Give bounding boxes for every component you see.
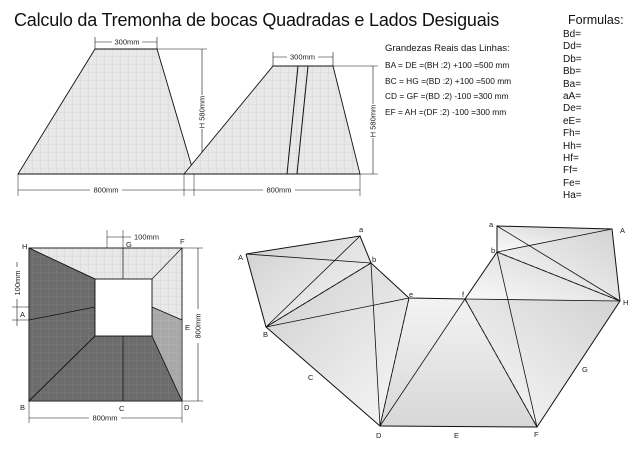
plan-left-dim: 100mm bbox=[13, 270, 22, 296]
formula-item: Ha= bbox=[563, 190, 582, 202]
plan-label-b: B bbox=[20, 403, 26, 412]
formula-item: Hh= bbox=[563, 140, 582, 152]
plan-bottom-dim: 800mm bbox=[92, 413, 118, 423]
formula-item: Ff= bbox=[563, 165, 578, 177]
formula-item: Dd= bbox=[563, 41, 582, 53]
dev-label-F: F bbox=[534, 430, 539, 439]
development-view bbox=[238, 220, 628, 440]
formula-item: aA= bbox=[563, 91, 582, 103]
plan-label-a: A bbox=[20, 310, 26, 319]
plan-right-dim: 800mm bbox=[193, 313, 203, 339]
formula-item: Ba= bbox=[563, 78, 582, 90]
side-view-face bbox=[184, 66, 360, 174]
dev-label-E: E bbox=[454, 431, 460, 440]
dev-label-B: B bbox=[263, 330, 269, 339]
formulas-heading: Formulas: bbox=[568, 13, 624, 27]
formula-item: Fh= bbox=[563, 128, 581, 140]
front-bottom-dim: 800mm bbox=[93, 185, 119, 195]
plan-top-dim: 100mm bbox=[133, 232, 160, 242]
dev-label-D: D bbox=[376, 431, 382, 440]
plan-label-c: C bbox=[119, 404, 125, 413]
plan-view bbox=[12, 230, 203, 423]
dev-label-A2: A bbox=[620, 226, 626, 235]
plan-label-d: D bbox=[184, 403, 190, 412]
plan-label-h: H bbox=[22, 242, 28, 251]
grandeza-line: BA = DE =(BH :2) +100 =500 mm bbox=[385, 60, 510, 70]
formula-item: Bd= bbox=[563, 29, 582, 40]
grandeza-line: BC = HG =(BD :2) +100 =500 mm bbox=[385, 75, 512, 86]
dev-label-f: f bbox=[462, 290, 465, 299]
side-view bbox=[184, 52, 378, 196]
side-bottom-dim: 800mm bbox=[266, 185, 292, 195]
front-view-face bbox=[18, 49, 194, 174]
grandeza-line: EF = AH =(DF :2) -100 =300 mm bbox=[385, 107, 507, 118]
plan-label-f: F bbox=[180, 237, 185, 246]
side-height-dim: H 580mm bbox=[368, 104, 378, 138]
formula-item: Db= bbox=[563, 53, 582, 65]
front-view bbox=[18, 37, 207, 196]
dev-label-G: G bbox=[582, 365, 588, 374]
page-title: Calculo da Tremonha de bocas Quadradas e Lados Desiguais bbox=[14, 10, 500, 30]
formula-item: Fe= bbox=[563, 177, 581, 189]
grandezas-heading: Grandezas Reais das Linhas: bbox=[385, 43, 510, 54]
formula-item: Hf= bbox=[563, 153, 579, 165]
plan-label-e: E bbox=[185, 323, 191, 332]
dev-label-C: C bbox=[308, 373, 314, 382]
dev-label-e: e bbox=[409, 290, 414, 299]
dev-label-b: b bbox=[372, 255, 377, 264]
dev-label-a2: a bbox=[489, 220, 494, 229]
dev-label-a: a bbox=[359, 225, 364, 234]
dev-label-A: A bbox=[238, 253, 244, 262]
grandeza-line: CD = GF =(BD :2) -100 =300 mm bbox=[385, 91, 509, 102]
formula-item: eE= bbox=[563, 115, 582, 127]
formula-item: De= bbox=[563, 103, 582, 115]
front-top-dim: 300mm bbox=[114, 37, 140, 47]
dev-label-H: H bbox=[623, 298, 629, 307]
plan-opening bbox=[95, 279, 152, 336]
dev-label-b2: b bbox=[491, 246, 496, 255]
formula-item: Bb= bbox=[563, 66, 582, 78]
side-top-dim: 300mm bbox=[289, 52, 316, 62]
plan-label-g: G bbox=[126, 240, 132, 249]
front-height-dim: H 580mm bbox=[197, 95, 207, 129]
